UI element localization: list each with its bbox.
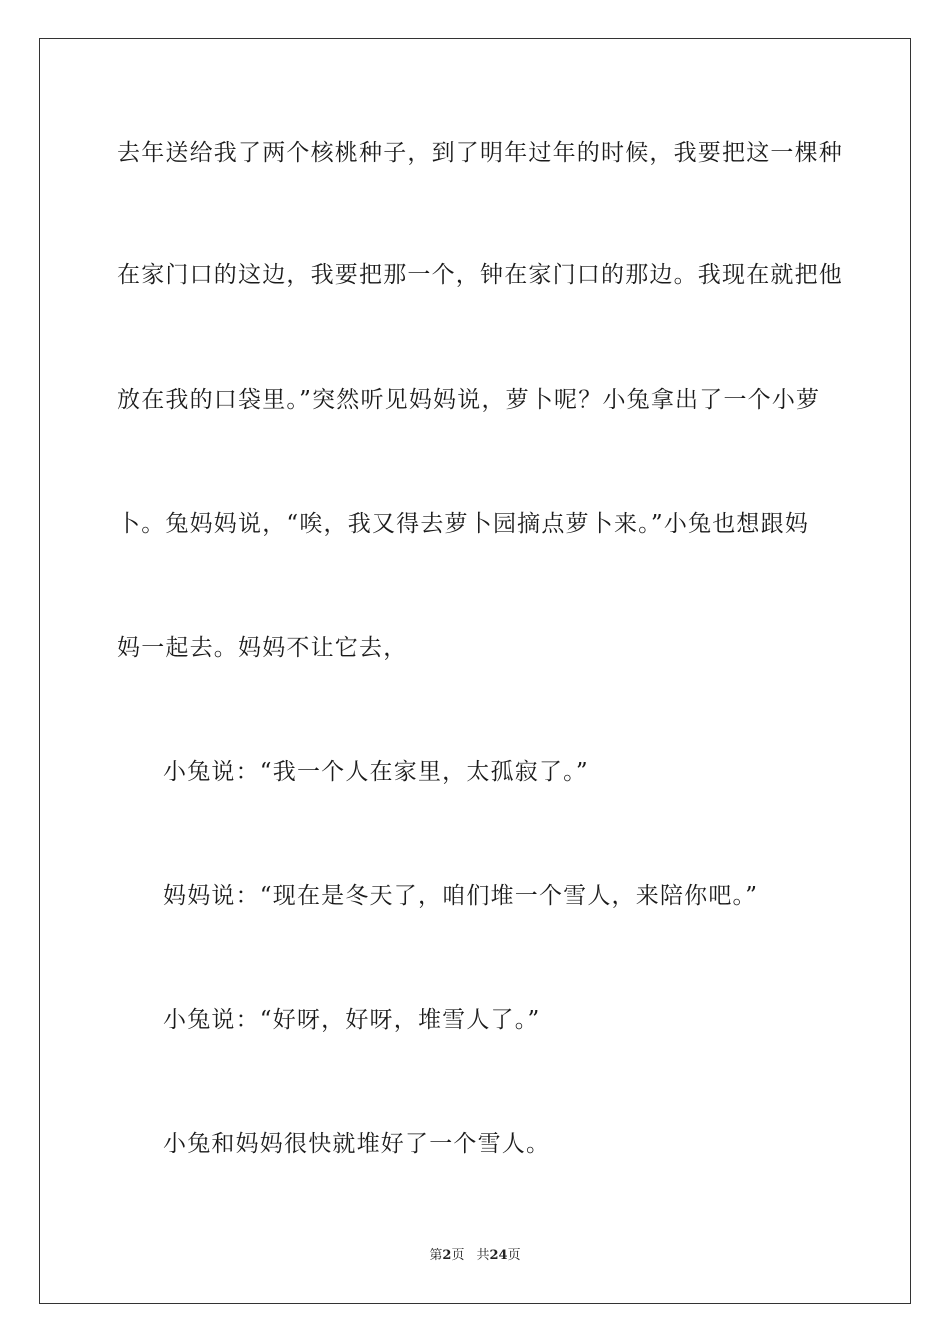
body-text-line: 放在我的口袋里。”突然听见妈妈说，萝卜呢？小兔拿出了一个小萝 — [117, 387, 821, 413]
dialogue-line: 妈妈说：“现在是冬天了，咱们堆一个雪人，来陪你吧。” — [163, 883, 759, 909]
body-text-line: 卜。兔妈妈说，“唉，我又得去萝卜园摘点萝卜来。”小兔也想跟妈 — [117, 511, 810, 537]
total-suffix: 页 — [507, 1248, 521, 1263]
dialogue-line: 小兔说：“好呀，好呀，堆雪人了。” — [163, 1007, 541, 1033]
total-pages: 24 — [489, 1248, 508, 1263]
page-prefix: 第 — [429, 1248, 443, 1263]
page-suffix: 页 — [451, 1248, 465, 1263]
page-number: 2 — [442, 1248, 452, 1263]
body-text-line: 去年送给我了两个核桃种子，到了明年过年的时候，我要把这一棵种 — [117, 140, 843, 166]
total-prefix: 共 — [476, 1248, 490, 1263]
body-text-line: 在家门口的这边，我要把那一个，钟在家门口的那边。我现在就把他 — [117, 262, 843, 288]
page-border — [39, 38, 911, 1304]
page-footer — [0, 1247, 950, 1265]
body-text-line: 妈一起去。妈妈不让它去， — [117, 635, 408, 661]
dialogue-line: 小兔和妈妈很快就堆好了一个雪人。 — [163, 1131, 551, 1157]
dialogue-line: 小兔说：“我一个人在家里，太孤寂了。” — [163, 759, 589, 785]
